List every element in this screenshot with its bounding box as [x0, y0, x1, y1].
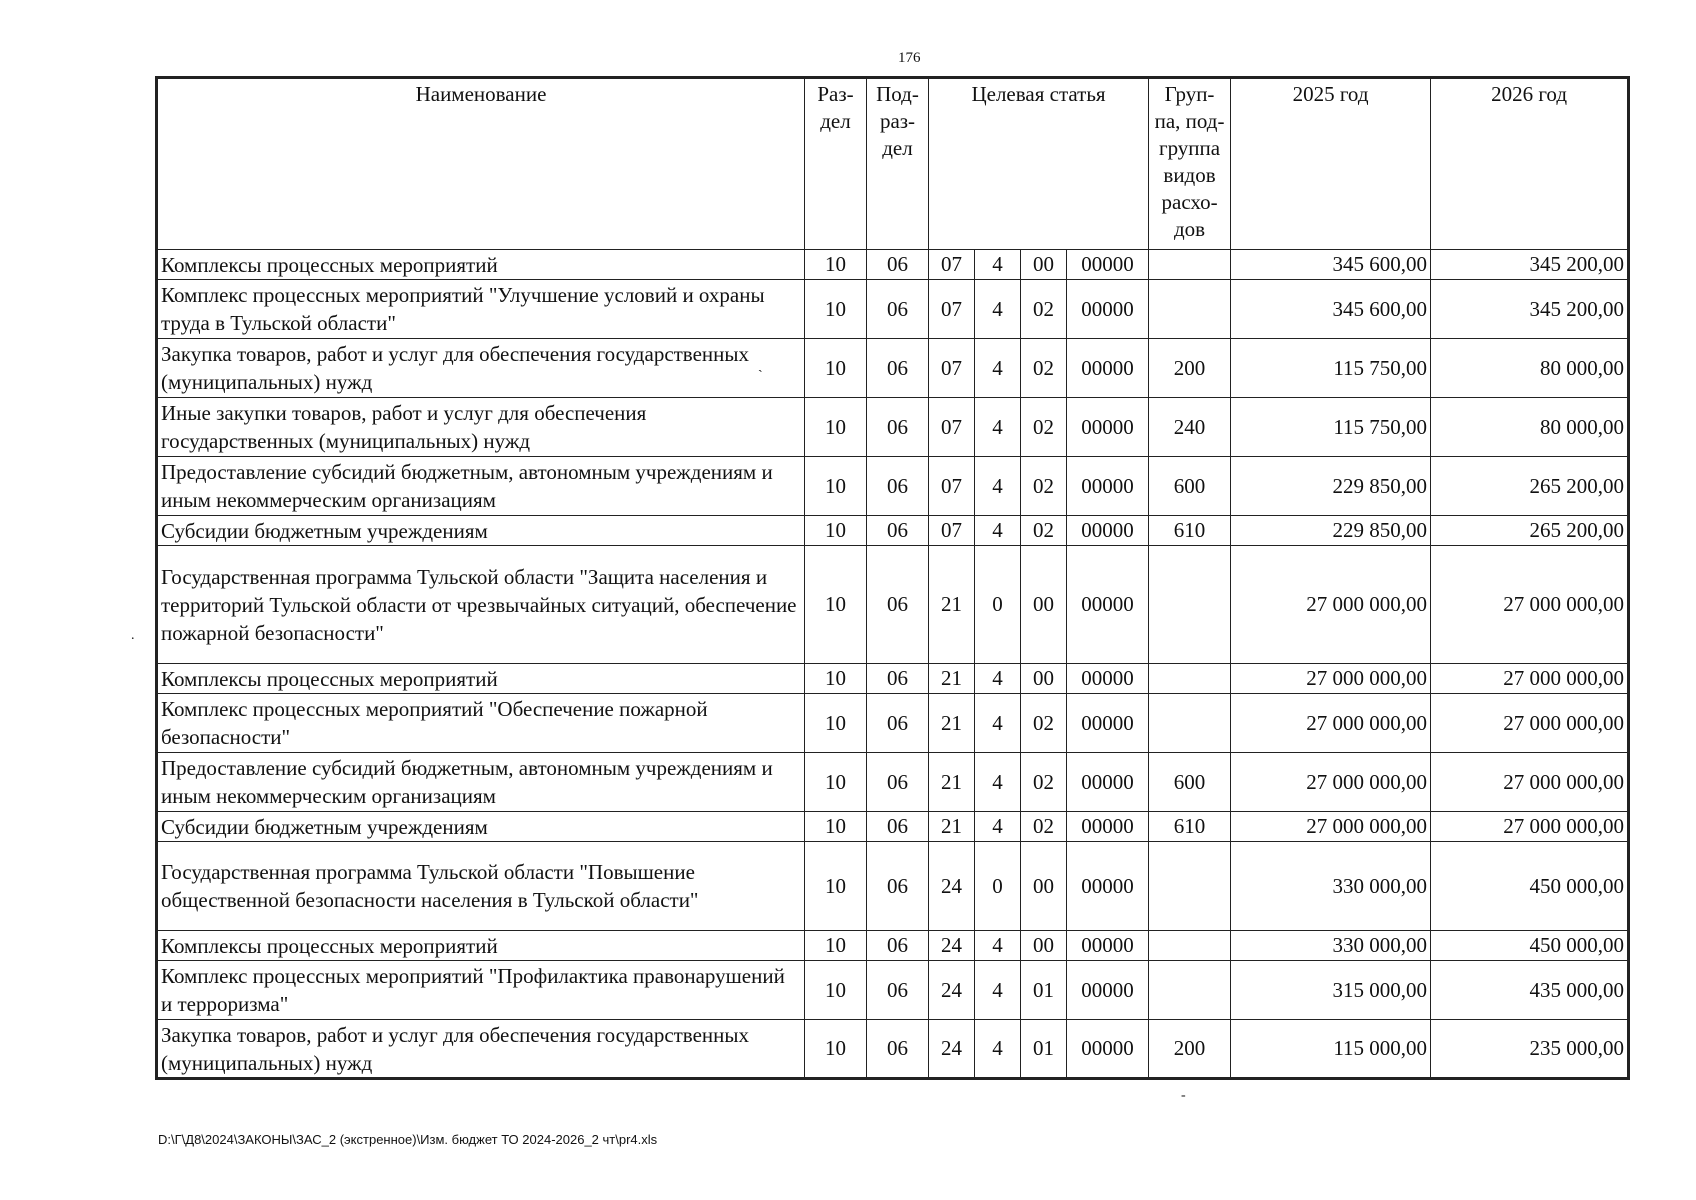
row-target-type: 0 — [975, 842, 1021, 931]
row-name: Комплексы процессных мероприятий — [157, 931, 805, 961]
row-section: 10 — [805, 398, 867, 457]
table-row — [157, 250, 1629, 280]
row-target-direction: 00000 — [1067, 516, 1149, 546]
row-amount-2026: 235 000,00 — [1431, 1020, 1629, 1079]
row-target-type: 0 — [975, 546, 1021, 664]
stray-mark: ˎ — [758, 358, 763, 373]
row-target-direction: 00000 — [1067, 457, 1149, 516]
row-amount-2025: 27 000 000,00 — [1231, 664, 1431, 694]
row-expense-group: 600 — [1149, 753, 1231, 812]
row-subsection: 06 — [867, 931, 929, 961]
header-expense-group: Груп- па, под- группа видов расхо- дов — [1149, 78, 1231, 250]
table-row — [157, 931, 1629, 961]
row-target-program: 07 — [929, 457, 975, 516]
budget-table — [155, 76, 1630, 1080]
row-section: 10 — [805, 931, 867, 961]
table-row — [157, 280, 1629, 339]
row-target-subprogram: 02 — [1021, 280, 1067, 339]
row-section: 10 — [805, 961, 867, 1020]
row-amount-2026: 435 000,00 — [1431, 961, 1629, 1020]
row-amount-2025: 345 600,00 — [1231, 250, 1431, 280]
row-amount-2025: 115 750,00 — [1231, 339, 1431, 398]
row-subsection: 06 — [867, 812, 929, 842]
row-amount-2026: 265 200,00 — [1431, 457, 1629, 516]
row-target-direction: 00000 — [1067, 812, 1149, 842]
row-subsection: 06 — [867, 753, 929, 812]
header-year-2025: 2025 год — [1231, 78, 1431, 250]
row-expense-group: 200 — [1149, 339, 1231, 398]
table-row — [157, 1020, 1629, 1079]
row-section: 10 — [805, 812, 867, 842]
row-expense-group — [1149, 280, 1231, 339]
row-amount-2026: 27 000 000,00 — [1431, 812, 1629, 842]
row-target-program: 07 — [929, 516, 975, 546]
row-subsection: 06 — [867, 457, 929, 516]
row-subsection: 06 — [867, 516, 929, 546]
row-subsection: 06 — [867, 339, 929, 398]
row-amount-2025: 345 600,00 — [1231, 280, 1431, 339]
row-subsection: 06 — [867, 694, 929, 753]
row-target-type: 4 — [975, 961, 1021, 1020]
row-target-subprogram: 02 — [1021, 457, 1067, 516]
row-amount-2025: 115 750,00 — [1231, 398, 1431, 457]
row-expense-group: 610 — [1149, 812, 1231, 842]
row-target-subprogram: 02 — [1021, 516, 1067, 546]
row-amount-2025: 27 000 000,00 — [1231, 812, 1431, 842]
row-name: Субсидии бюджетным учреждениям — [157, 812, 805, 842]
row-name: Субсидии бюджетным учреждениям — [157, 516, 805, 546]
row-target-type: 4 — [975, 931, 1021, 961]
row-section: 10 — [805, 664, 867, 694]
row-amount-2026: 345 200,00 — [1431, 280, 1629, 339]
row-name: Комплексы процессных мероприятий — [157, 664, 805, 694]
row-subsection: 06 — [867, 250, 929, 280]
row-section: 10 — [805, 339, 867, 398]
row-target-subprogram: 00 — [1021, 546, 1067, 664]
row-target-direction: 00000 — [1067, 250, 1149, 280]
row-section: 10 — [805, 457, 867, 516]
row-target-program: 24 — [929, 1020, 975, 1079]
row-amount-2025: 229 850,00 — [1231, 457, 1431, 516]
row-subsection: 06 — [867, 1020, 929, 1079]
row-expense-group — [1149, 961, 1231, 1020]
stray-mark: - — [1181, 1088, 1186, 1103]
row-amount-2025: 27 000 000,00 — [1231, 546, 1431, 664]
row-target-subprogram: 01 — [1021, 1020, 1067, 1079]
row-target-type: 4 — [975, 516, 1021, 546]
row-target-direction: 00000 — [1067, 842, 1149, 931]
row-target-program: 21 — [929, 664, 975, 694]
row-amount-2026: 265 200,00 — [1431, 516, 1629, 546]
table-row — [157, 961, 1629, 1020]
header-subsection: Под- раз- дел — [867, 78, 929, 250]
row-amount-2025: 330 000,00 — [1231, 931, 1431, 961]
row-expense-group: 200 — [1149, 1020, 1231, 1079]
row-name: Закупка товаров, работ и услуг для обеспечения государственных (муниципальных) нужд — [157, 339, 805, 398]
row-target-direction: 00000 — [1067, 546, 1149, 664]
row-amount-2025: 27 000 000,00 — [1231, 753, 1431, 812]
row-target-type: 4 — [975, 812, 1021, 842]
row-target-type: 4 — [975, 694, 1021, 753]
row-amount-2025: 229 850,00 — [1231, 516, 1431, 546]
row-target-type: 4 — [975, 1020, 1021, 1079]
row-section: 10 — [805, 694, 867, 753]
row-expense-group — [1149, 931, 1231, 961]
row-target-subprogram: 00 — [1021, 250, 1067, 280]
row-section: 10 — [805, 842, 867, 931]
row-target-program: 21 — [929, 753, 975, 812]
row-target-program: 07 — [929, 250, 975, 280]
header-name: Наименование — [157, 78, 805, 250]
row-target-subprogram: 00 — [1021, 842, 1067, 931]
table-row — [157, 694, 1629, 753]
header-row — [157, 78, 1629, 250]
row-amount-2026: 80 000,00 — [1431, 398, 1629, 457]
file-path-footer: D:\Г\Д8\2024\ЗАКОНЫ\ЗАС_2 (экстренное)\Изм. бюджет ТО 2024-2026_2 чт\pr4.xls — [158, 1132, 658, 1147]
row-section: 10 — [805, 250, 867, 280]
row-name: Комплекс процессных мероприятий "Улучшение условий и охраны труда в Тульской области" — [157, 280, 805, 339]
row-target-type: 4 — [975, 280, 1021, 339]
row-expense-group: 600 — [1149, 457, 1231, 516]
row-name: Комплекс процессных мероприятий "Обеспечение пожарной безопасности" — [157, 694, 805, 753]
row-expense-group — [1149, 664, 1231, 694]
row-target-direction: 00000 — [1067, 664, 1149, 694]
row-amount-2026: 345 200,00 — [1431, 250, 1629, 280]
row-subsection: 06 — [867, 546, 929, 664]
row-target-subprogram: 02 — [1021, 753, 1067, 812]
row-name: Комплексы процессных мероприятий — [157, 250, 805, 280]
row-target-direction: 00000 — [1067, 931, 1149, 961]
row-amount-2026: 450 000,00 — [1431, 842, 1629, 931]
row-amount-2026: 450 000,00 — [1431, 931, 1629, 961]
row-target-program: 07 — [929, 280, 975, 339]
row-expense-group — [1149, 250, 1231, 280]
row-subsection: 06 — [867, 280, 929, 339]
row-subsection: 06 — [867, 842, 929, 931]
row-target-type: 4 — [975, 398, 1021, 457]
row-target-program: 07 — [929, 339, 975, 398]
row-name: Предоставление субсидий бюджетным, автономным учреждениям и иным некоммерческим организациям — [157, 753, 805, 812]
row-expense-group: 610 — [1149, 516, 1231, 546]
table-row — [157, 516, 1629, 546]
row-amount-2025: 330 000,00 — [1231, 842, 1431, 931]
row-target-type: 4 — [975, 753, 1021, 812]
table-row — [157, 812, 1629, 842]
row-section: 10 — [805, 753, 867, 812]
row-target-subprogram: 00 — [1021, 931, 1067, 961]
row-expense-group — [1149, 694, 1231, 753]
row-expense-group — [1149, 546, 1231, 664]
row-target-type: 4 — [975, 664, 1021, 694]
row-section: 10 — [805, 280, 867, 339]
row-amount-2026: 27 000 000,00 — [1431, 664, 1629, 694]
table-body — [157, 250, 1629, 1079]
row-name: Комплекс процессных мероприятий "Профилактика правонарушений и терроризма" — [157, 961, 805, 1020]
header-target-article: Целевая статья — [929, 78, 1149, 250]
row-amount-2025: 115 000,00 — [1231, 1020, 1431, 1079]
header-section: Раз- дел — [805, 78, 867, 250]
row-target-program: 24 — [929, 961, 975, 1020]
table-row — [157, 842, 1629, 931]
row-target-direction: 00000 — [1067, 339, 1149, 398]
row-amount-2026: 80 000,00 — [1431, 339, 1629, 398]
row-target-program: 24 — [929, 842, 975, 931]
row-target-direction: 00000 — [1067, 398, 1149, 457]
table-row — [157, 457, 1629, 516]
row-name: Государственная программа Тульской области "Защита населения и территорий Тульской области от чрезвычайных ситуаций, обеспечение пожарной безопасности" — [157, 546, 805, 664]
row-target-program: 07 — [929, 398, 975, 457]
row-target-subprogram: 02 — [1021, 694, 1067, 753]
row-name: Предоставление субсидий бюджетным, автономным учреждениям и иным некоммерческим организациям — [157, 457, 805, 516]
row-target-program: 21 — [929, 812, 975, 842]
row-section: 10 — [805, 1020, 867, 1079]
row-target-program: 21 — [929, 694, 975, 753]
row-target-subprogram: 02 — [1021, 398, 1067, 457]
row-amount-2026: 27 000 000,00 — [1431, 694, 1629, 753]
row-target-direction: 00000 — [1067, 753, 1149, 812]
row-amount-2025: 27 000 000,00 — [1231, 694, 1431, 753]
row-amount-2026: 27 000 000,00 — [1431, 753, 1629, 812]
row-amount-2026: 27 000 000,00 — [1431, 546, 1629, 664]
row-section: 10 — [805, 516, 867, 546]
table-row — [157, 546, 1629, 664]
row-target-direction: 00000 — [1067, 1020, 1149, 1079]
row-subsection: 06 — [867, 664, 929, 694]
row-target-subprogram: 02 — [1021, 812, 1067, 842]
row-target-type: 4 — [975, 250, 1021, 280]
table-row — [157, 753, 1629, 812]
row-target-direction: 00000 — [1067, 961, 1149, 1020]
page-number: 176 — [898, 50, 921, 66]
table-row — [157, 664, 1629, 694]
row-name: Закупка товаров, работ и услуг для обеспечения государственных (муниципальных) нужд — [157, 1020, 805, 1079]
row-target-subprogram: 02 — [1021, 339, 1067, 398]
row-target-subprogram: 01 — [1021, 961, 1067, 1020]
row-expense-group: 240 — [1149, 398, 1231, 457]
row-target-subprogram: 00 — [1021, 664, 1067, 694]
row-name: Государственная программа Тульской области "Повышение общественной безопасности населения в Тульской области" — [157, 842, 805, 931]
row-target-direction: 00000 — [1067, 694, 1149, 753]
row-subsection: 06 — [867, 961, 929, 1020]
row-target-program: 24 — [929, 931, 975, 961]
table-row — [157, 339, 1629, 398]
row-section: 10 — [805, 546, 867, 664]
stray-mark: . — [131, 628, 135, 643]
row-target-type: 4 — [975, 457, 1021, 516]
table-row — [157, 398, 1629, 457]
row-subsection: 06 — [867, 398, 929, 457]
row-target-type: 4 — [975, 339, 1021, 398]
row-amount-2025: 315 000,00 — [1231, 961, 1431, 1020]
row-target-program: 21 — [929, 546, 975, 664]
row-name: Иные закупки товаров, работ и услуг для обеспечения государственных (муниципальных) нужд — [157, 398, 805, 457]
header-year-2026: 2026 год — [1431, 78, 1629, 250]
row-expense-group — [1149, 842, 1231, 931]
row-target-direction: 00000 — [1067, 280, 1149, 339]
